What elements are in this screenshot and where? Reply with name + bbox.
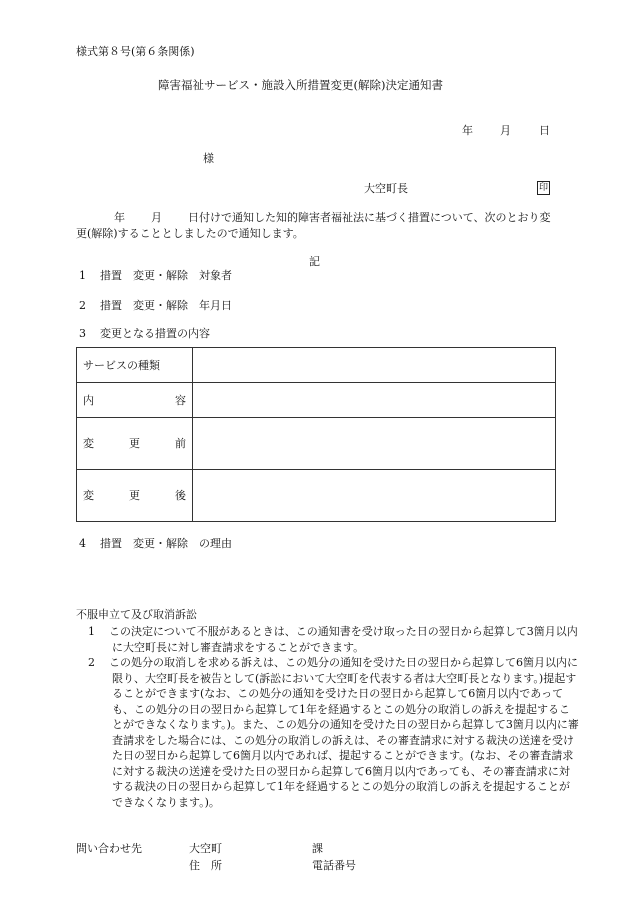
date-day: 日 — [539, 124, 550, 137]
intro-month: 月 — [151, 211, 162, 224]
appeal-item-2-no: 2 — [88, 656, 95, 669]
item-4 — [79, 538, 232, 549]
appeal-item-2 — [88, 655, 580, 810]
label-service-type: サービスの種類 — [77, 348, 193, 383]
label-before-char-1: 変 — [83, 437, 94, 450]
label-after-char-2: 更 — [129, 489, 140, 502]
recipient-suffix: 様 — [203, 152, 214, 165]
appeal-heading: 不服申立て及び取消訴訟 — [76, 608, 197, 621]
table-row-service-type — [77, 348, 556, 383]
appeal-item-1-text: この決定について不服があるときは、この通知書を受け取った日の翌日から起算して3箇月以内に大空町長に対し審査請求をすることができます。 — [109, 625, 578, 654]
intro-paragraph — [76, 210, 556, 242]
value-content — [193, 383, 556, 418]
value-before — [193, 418, 556, 470]
measure-change-table — [76, 347, 556, 522]
date-month: 月 — [500, 124, 511, 137]
item-4-no: 4 — [79, 537, 86, 550]
appeal-item-1 — [88, 624, 580, 655]
date-year: 年 — [462, 124, 473, 137]
table-row-before — [77, 418, 556, 470]
item-2-label: 措置 変更・解除 年月日 — [100, 299, 232, 312]
intro-year: 年 — [114, 211, 125, 224]
document-title: 障害福祉サービス・施設入所措置変更(解除)決定通知書 — [158, 78, 443, 92]
table-row-content — [77, 383, 556, 418]
table-row-after — [77, 470, 556, 522]
seal-stamp: 印 — [538, 183, 548, 193]
value-service-type — [193, 348, 556, 383]
label-after — [77, 470, 193, 522]
item-1-no: 1 — [79, 269, 86, 282]
appeal-item-1-no: 1 — [88, 625, 95, 638]
label-content-char-2: 容 — [175, 393, 186, 407]
contact-phone-label: 電話番号 — [312, 859, 356, 872]
item-1 — [79, 270, 232, 281]
item-3 — [79, 328, 210, 339]
value-after — [193, 470, 556, 522]
item-2 — [79, 300, 232, 311]
contact-section: 課 — [312, 842, 323, 855]
item-3-no: 3 — [79, 327, 86, 340]
label-before-char-2: 更 — [129, 437, 140, 450]
intro-text: 日付けで通知した知的障害者福祉法に基づく措置について、次のとおり変更(解除)することとしましたので通知します。 — [76, 211, 551, 240]
label-before — [77, 418, 193, 470]
label-after-char-1: 変 — [83, 489, 94, 502]
issuer-name: 大空町長 — [364, 182, 408, 195]
contact-address-label: 住 所 — [189, 859, 222, 872]
appeal-item-2-text: この処分の取消しを求める訴えは、この処分の通知を受けた日の翌日から起算して6箇月以内に限り、大空町長を被告として(訴訟において大空町を代表する者は大空町長となります。)提起することができます(なお、この処分の通知を受けた日の翌日から起算して6箇月以内であっても、この処分の日の翌日から起算して1年を経過するとこの処分の取消しの訴えを提起することができなくなります。)。また、この処分の通知を受けた日の翌日から起算して3箇月以内に審査請求をした場合には、この処分の取消しの訴えは、その審査請求に対する裁決の送達を受けた日の翌日から起算して6箇月以内であれば、提起することができます。(なお、その審査請求に対する裁決の送達を受けた日の翌日から起算して6箇月以内であっても、その審査請求に対する裁決の日の翌日から起算して1年を経過するとこの処分の取消しの訴えを提起することができなくなります。)。 — [109, 656, 579, 809]
label-before-char-3: 前 — [175, 437, 186, 450]
label-after-char-3: 後 — [175, 489, 186, 502]
contact-label: 問い合わせ先 — [76, 842, 142, 855]
item-2-no: 2 — [79, 299, 86, 312]
contact-town: 大空町 — [189, 842, 222, 855]
label-content-char-1: 内 — [83, 393, 94, 407]
ki-marker: 記 — [309, 255, 320, 268]
item-4-label: 措置 変更・解除 の理由 — [100, 537, 232, 550]
item-1-label: 措置 変更・解除 対象者 — [100, 269, 232, 282]
form-number: 様式第８号(第６条関係) — [76, 45, 195, 58]
item-3-label: 変更となる措置の内容 — [100, 327, 210, 340]
label-content — [77, 383, 193, 418]
